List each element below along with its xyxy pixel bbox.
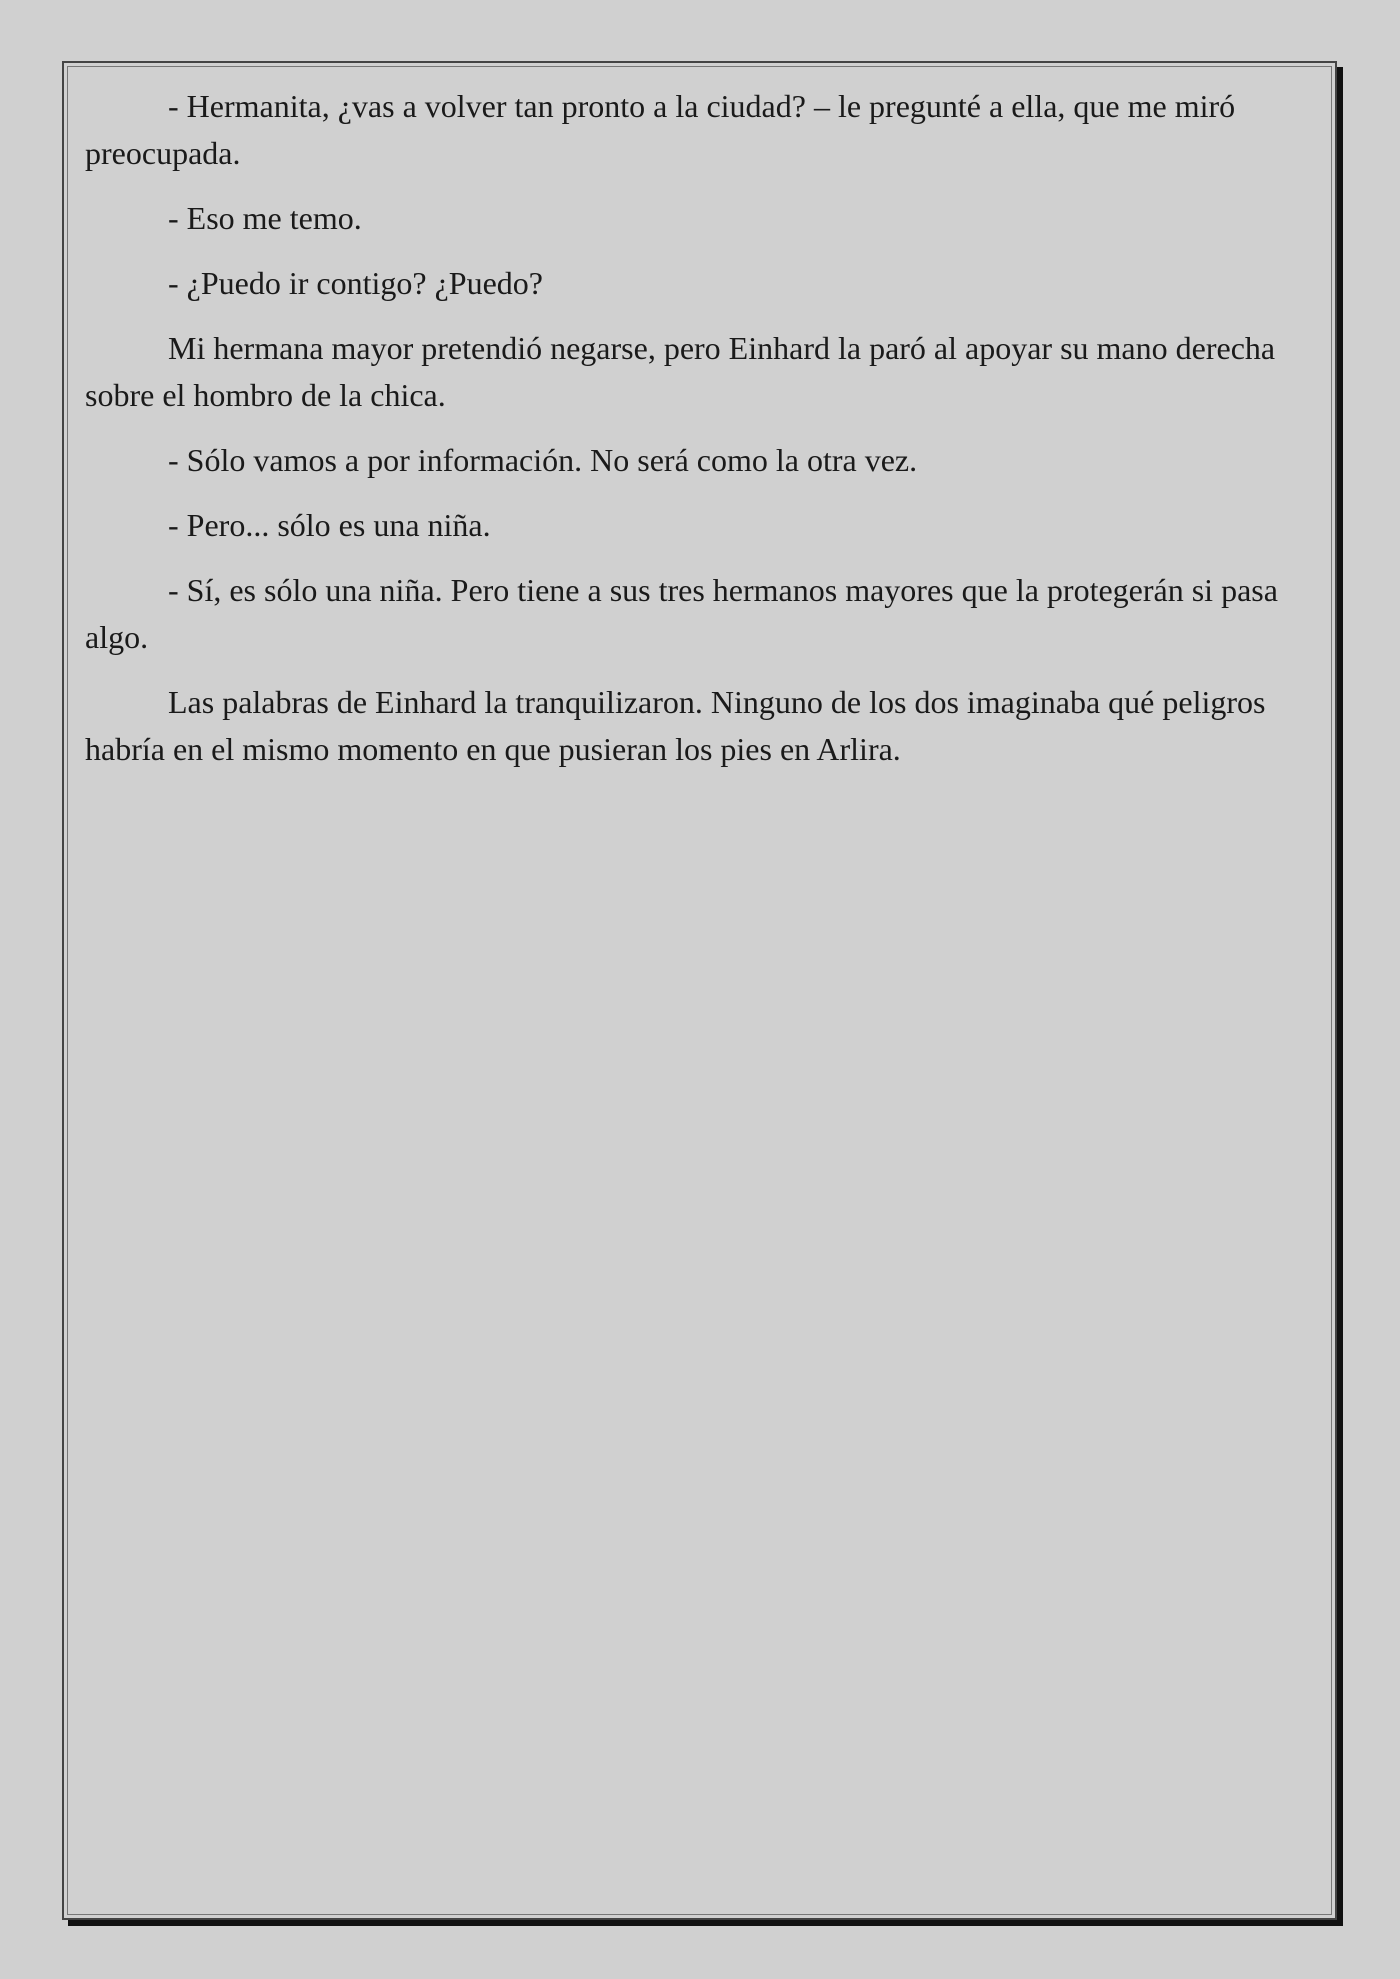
paragraph-3: - ¿Puedo ir contigo? ¿Puedo?: [168, 265, 543, 301]
paragraph-2: - Eso me temo.: [168, 200, 362, 236]
document-page: [62, 61, 1337, 1920]
paragraph-8: Las palabras de Einhard la tranquilizaron. Ninguno de los dos imaginaba qué peligros habría en el mismo momento en que pusieran los pies en Arlira.: [85, 684, 1266, 767]
paragraph-5: - Sólo vamos a por información. No será como la otra vez.: [168, 442, 918, 478]
paragraph-1: - Hermanita, ¿vas a volver tan pronto a la ciudad? – le pregunté a ella, que me miró preocupada.: [85, 88, 1236, 171]
paragraph-6: - Pero... sólo es una niña.: [168, 507, 491, 543]
paragraph-7: - Sí, es sólo una niña. Pero tiene a sus tres hermanos mayores que la protegerán si pasa algo.: [85, 572, 1278, 655]
page-text: [85, 83, 1325, 791]
paragraph-4: Mi hermana mayor pretendió negarse, pero Einhard la paró al apoyar su mano derecha sobre el hombro de la chica.: [85, 330, 1276, 413]
